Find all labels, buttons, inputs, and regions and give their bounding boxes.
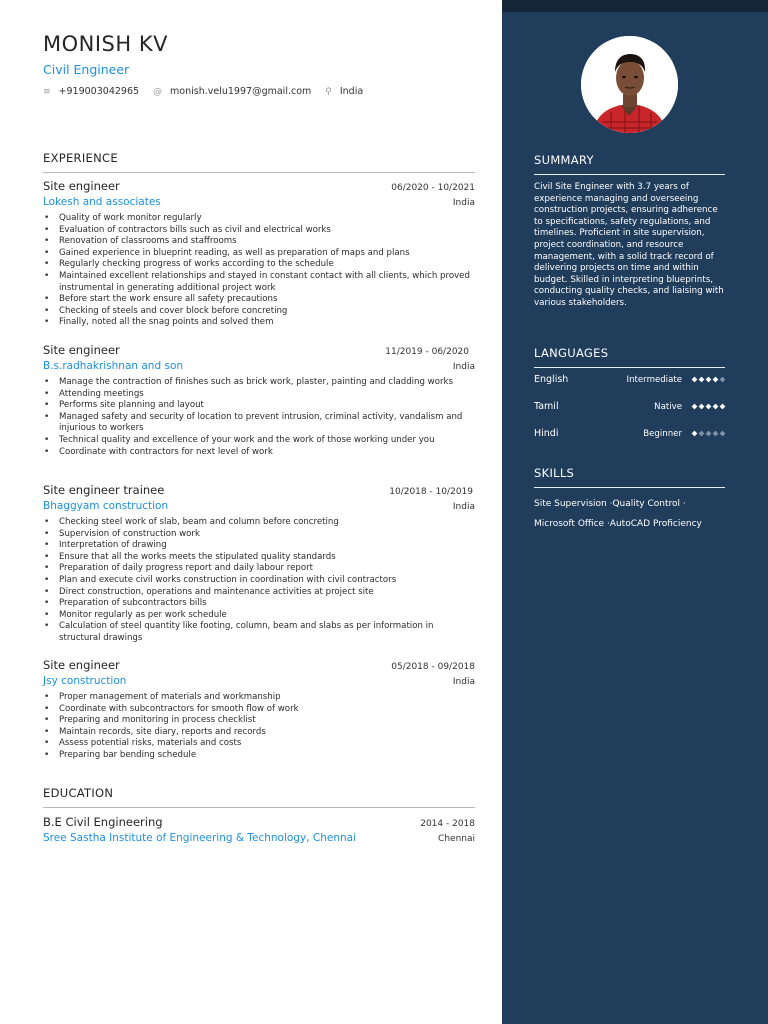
job-title: Site engineer: [43, 343, 120, 357]
duty-item: • Checking steel work of slab, beam and column before concreting: [43, 517, 475, 529]
contact-location: [325, 86, 363, 97]
skills-list: [534, 494, 726, 534]
rating-dot: [720, 377, 726, 383]
rating-dot: [713, 377, 719, 383]
language-level: Intermediate: [626, 374, 682, 385]
language-rating: [692, 404, 725, 409]
experience-divider: [43, 172, 475, 173]
email-value[interactable]: monish.velu1997@gmail.com: [170, 86, 312, 97]
duty-item: • Coordinate with subcontractors for smooth flow of work: [43, 704, 475, 716]
language-row: [534, 374, 725, 385]
job-company: Bhaggyam construction: [43, 500, 169, 512]
language-row: [534, 401, 725, 412]
rating-dot: [720, 404, 726, 410]
skills-heading: SKILLS: [534, 466, 575, 480]
language-row: [534, 428, 725, 439]
duty-item: • Gained experience in blueprint reading, as well as preparation of maps and plans: [43, 248, 475, 260]
rating-dot: [692, 431, 698, 437]
duty-item: • Technical quality and excellence of your work and the work of those working under you: [43, 435, 475, 447]
rating-dot: [706, 377, 712, 383]
education-divider: [43, 807, 475, 808]
at-icon: @: [153, 86, 163, 97]
rating-dot: [713, 431, 719, 437]
profile-photo-illustration: [581, 36, 678, 133]
duty-item: • Proper management of materials and workmanship: [43, 692, 475, 704]
rating-dot: [692, 377, 698, 383]
duty-item: • Monitor regularly as per work schedule: [43, 610, 475, 622]
duty-item: • Assess potential risks, materials and costs: [43, 738, 475, 750]
education-heading: EDUCATION: [43, 786, 114, 800]
language-name: Tamil: [534, 401, 559, 412]
duty-item: • Renovation of classrooms and staffrooms: [43, 236, 475, 248]
summary-heading: SUMMARY: [534, 153, 594, 167]
rating-dot: [720, 431, 726, 437]
location-pin-icon: ⚲: [325, 86, 332, 97]
job-entry: [43, 179, 475, 329]
education-entry: [43, 815, 475, 850]
language-name: Hindi: [534, 428, 559, 439]
location-value: India: [339, 86, 364, 97]
language-level: Native: [654, 401, 682, 412]
duty-item: • Regularly checking progress of works according to the schedule: [43, 259, 475, 271]
duty-item: • Preparing bar bending schedule: [43, 750, 475, 762]
job-dates: 10/2018 - 10/2019: [389, 487, 473, 497]
candidate-name: MONISH KV: [43, 32, 168, 56]
sidebar-top-strip: [502, 0, 768, 12]
contact-phone: [43, 86, 139, 97]
skills-line: Microsoft Office ·AutoCAD Proficiency: [534, 519, 702, 529]
languages-divider: [534, 367, 725, 368]
duty-item: • Checking of steels and cover block before concreting: [43, 306, 475, 318]
duty-item: • Maintained excellent relationships and stayed in constant contact with all clients, which proved instrumental in generating additional project work: [43, 271, 475, 294]
duty-item: • Direct construction, operations and maintenance activities at project site: [43, 587, 475, 599]
job-entry: [43, 343, 475, 458]
job-entry: [43, 658, 475, 762]
duty-item: • Preparation of subcontractors bills: [43, 598, 475, 610]
contact-row: [43, 86, 377, 97]
job-location: India: [452, 502, 475, 512]
duty-item: • Preparing and monitoring in process checklist: [43, 715, 475, 727]
duty-item: • Before start the work ensure all safety precautions: [43, 294, 475, 306]
profile-photo: [581, 36, 678, 133]
duty-item: • Maintain records, site diary, reports and records: [43, 727, 475, 739]
summary-divider: [534, 174, 725, 175]
summary-text: Civil Site Engineer with 3.7 years of experience managing and overseeing construction projects, ensuring adherence to specifications, safety regulations, and timelines. Proficient in site supervision, project coordination, and resource management, with a solid track record of delivering projects on time and within budget. Skilled in interpreting blueprints, conducting quality checks, and liaising with various stakeholders.: [534, 182, 724, 308]
duty-item: • Finally, noted all the snag points and solved them: [43, 317, 475, 329]
language-name: English: [534, 374, 569, 385]
duty-item: • Evaluation of contractors bills such as civil and electrical works: [43, 225, 475, 237]
education-years: 2014 - 2018: [420, 819, 475, 829]
rating-dot: [699, 431, 705, 437]
contact-email[interactable]: [153, 86, 311, 97]
job-dates: 05/2018 - 09/2018: [391, 662, 475, 672]
language-rating: [692, 431, 725, 436]
duty-item: • Performs site planning and layout: [43, 400, 475, 412]
duty-list: [43, 377, 475, 458]
job-location: India: [452, 362, 475, 372]
duty-item: • Plan and execute civil works construction in coordination with civil contractors: [43, 575, 475, 587]
job-entry: [43, 483, 475, 645]
skills-line: Site Supervision ·Quality Control ·: [534, 499, 686, 509]
duty-list: [43, 517, 475, 645]
rating-dot: [706, 404, 712, 410]
job-title: Site engineer trainee: [43, 483, 165, 497]
rating-dot: [706, 431, 712, 437]
duty-item: • Interpretation of drawing: [43, 540, 475, 552]
duty-item: • Calculation of steel quantity like footing, column, beam and slabs as per information in structural drawings: [43, 621, 475, 644]
rating-dot: [699, 377, 705, 383]
duty-item: • Attending meetings: [43, 389, 475, 401]
skills-divider: [534, 487, 725, 488]
job-location: India: [452, 677, 475, 687]
rating-dot: [692, 404, 698, 410]
job-company: Jsy construction: [43, 675, 127, 687]
language-rating: [692, 377, 725, 382]
duty-item: • Supervision of construction work: [43, 529, 475, 541]
duty-item: • Quality of work monitor regularly: [43, 213, 475, 225]
job-title: Site engineer: [43, 179, 120, 193]
job-role: Civil Engineer: [43, 62, 130, 77]
rating-dot: [713, 404, 719, 410]
duty-item: • Preparation of daily progress report and daily labour report: [43, 563, 475, 575]
duty-item: • Managed safety and security of location to prevent intrusion, criminal activity, vandalism and injurious to workers: [43, 412, 475, 435]
education-location: Chennai: [438, 834, 475, 844]
languages-heading: LANGUAGES: [534, 346, 609, 360]
duty-item: • Ensure that all the works meets the stipulated quality standards: [43, 552, 475, 564]
phone-icon: ≡: [43, 86, 51, 97]
rating-dot: [699, 404, 705, 410]
duty-list: [43, 692, 475, 762]
duty-item: • Coordinate with contractors for next level of work: [43, 447, 475, 459]
language-level: Beginner: [643, 428, 682, 439]
job-company: B.s.radhakrishnan and son: [43, 360, 184, 372]
phone-value: +919003042965: [58, 86, 140, 97]
degree-title: B.E Civil Engineering: [43, 815, 163, 829]
experience-heading: EXPERIENCE: [43, 151, 118, 165]
school-name: Sree Sastha Institute of Engineering & Technology, Chennai: [43, 832, 356, 844]
job-dates: 06/2020 - 10/2021: [391, 183, 475, 193]
job-location: India: [452, 198, 475, 208]
duty-item: • Manage the contraction of finishes such as brick work, plaster, painting and cladding works: [43, 377, 475, 389]
job-company: Lokesh and associates: [43, 196, 161, 208]
job-dates: 11/2019 - 06/2020: [385, 347, 469, 357]
duty-list: [43, 213, 475, 329]
job-title: Site engineer: [43, 658, 120, 672]
